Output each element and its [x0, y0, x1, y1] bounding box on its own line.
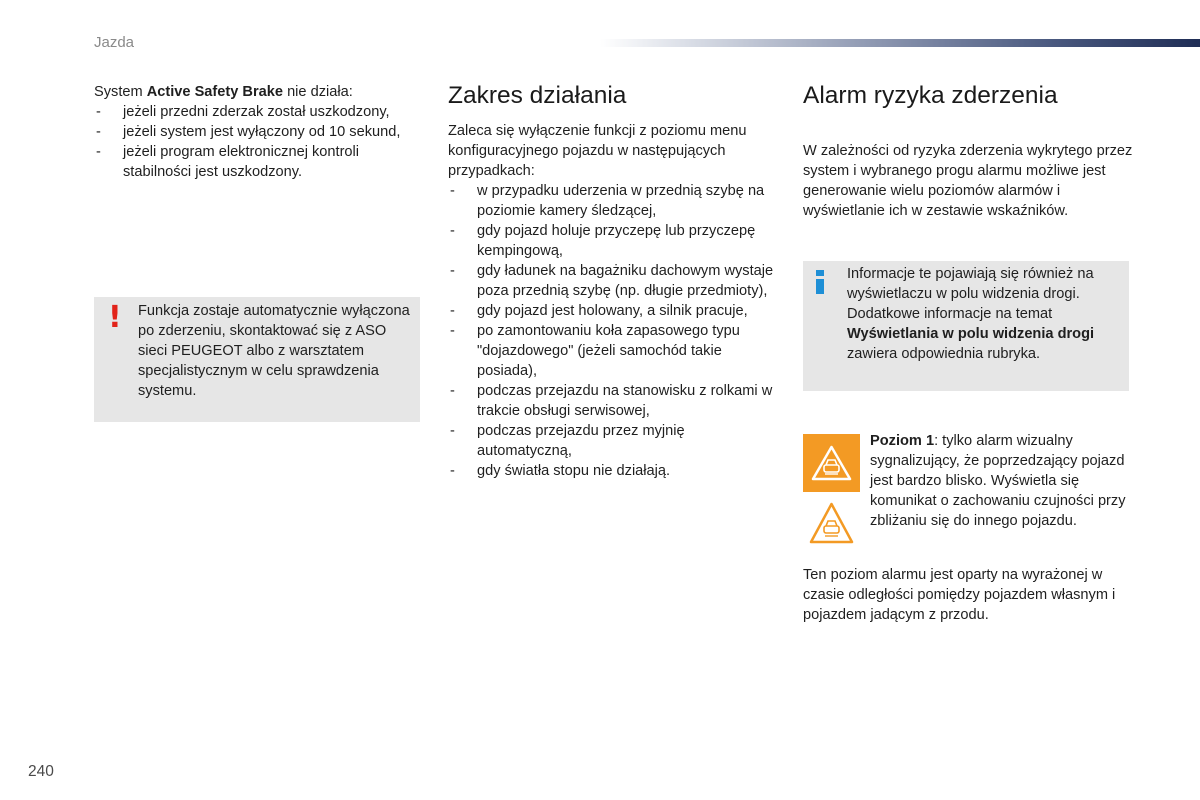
section-label: Jazda: [94, 34, 135, 51]
system-name: Active Safety Brake: [146, 84, 284, 100]
list-item: - gdy pojazd holuje przyczepę lub przyczepę kempingową,: [448, 221, 783, 261]
section-title-scope: Zakres działania: [448, 82, 627, 109]
column-left: [94, 82, 424, 182]
page-number: 240: [28, 763, 54, 780]
level1-label: Poziom 1: [870, 433, 935, 449]
list-item: - podczas przejazdu przez myjnię automatyczną,: [448, 421, 783, 461]
collision-alert-outline-icon: [803, 500, 860, 548]
column-right: [803, 80, 1133, 221]
section-title-alarm: Alarm ryzyka zderzenia: [803, 82, 1058, 109]
alarm-outro: Ten poziom alarmu jest oparty na wyrażonej w czasie odległości pomiędzy pojazdem własnym i pojazdem jadącym z przodu.: [803, 567, 1116, 623]
info-box: [803, 261, 1129, 391]
list-item: - w przypadku uderzenia w przednią szybę na poziomie kamery śledzącej,: [448, 181, 783, 221]
level1-description: Poziom 1: tylko alarm wizualny sygnalizujący, że poprzedzający pojazd jest bardzo blisko. Wyświetla się komunikat o zachowaniu czujności przy zbliżaniu się do innego pojazdu.: [870, 433, 1126, 529]
info-icon: [816, 270, 826, 294]
list-item: - jeżeli system jest wyłączony od 10 sekund,: [94, 122, 424, 142]
intro-paragraph: System Active Safety Brake nie działa:: [94, 84, 353, 100]
list-item: - po zamontowaniu koła zapasowego typu "dojazdowego" (jeżeli samochód takie posiada),: [448, 321, 783, 381]
list-item: - podczas przejazdu na stanowisku z rolkami w trakcie obsługi serwisowej,: [448, 381, 783, 421]
collision-alert-filled-icon: [803, 434, 860, 492]
scope-list: [448, 181, 783, 481]
info-text: Informacje te pojawiają się również na wyświetlaczu w polu widzenia drogi. Dodatkowe informacje na temat Wyświetlania w polu widzenia drogi zawiera odpowiednia rubryka.: [847, 266, 1095, 362]
scope-intro: Zaleca się wyłączenie funkcji z poziomu menu konfiguracyjnego pojazdu w następujących przypadkach:: [448, 123, 747, 179]
warning-text: Funkcja zostaje automatycznie wyłączona po zderzeniu, skontaktować się z ASO sieci PEUGEOT albo z warsztatem specjalistycznym w celu sprawdzenia systemu.: [138, 303, 410, 399]
list-item: - jeżeli program elektronicznej kontroli stabilności jest uszkodzony.: [94, 142, 424, 182]
alarm-intro: W zależności od ryzyka zderzenia wykrytego przez system i wybranego progu alarmu możliwe jest generowanie wielu poziomów alarmów i wyświetlanie ich w zestawie wskaźników.: [803, 143, 1133, 219]
conditions-list: [94, 102, 424, 182]
header-gradient-bar: [600, 39, 1200, 47]
warning-icon: !: [108, 300, 122, 335]
list-item: - jeżeli przedni zderzak został uszkodzony,: [94, 102, 424, 122]
warning-box: [94, 297, 420, 422]
column-middle: [448, 80, 783, 481]
list-item: - gdy światła stopu nie działają.: [448, 461, 783, 481]
list-item: - gdy pojazd jest holowany, a silnik pracuje,: [448, 301, 783, 321]
list-item: - gdy ładunek na bagażniku dachowym wystaje poza przednią szybę (np. długie przedmioty),: [448, 261, 783, 301]
